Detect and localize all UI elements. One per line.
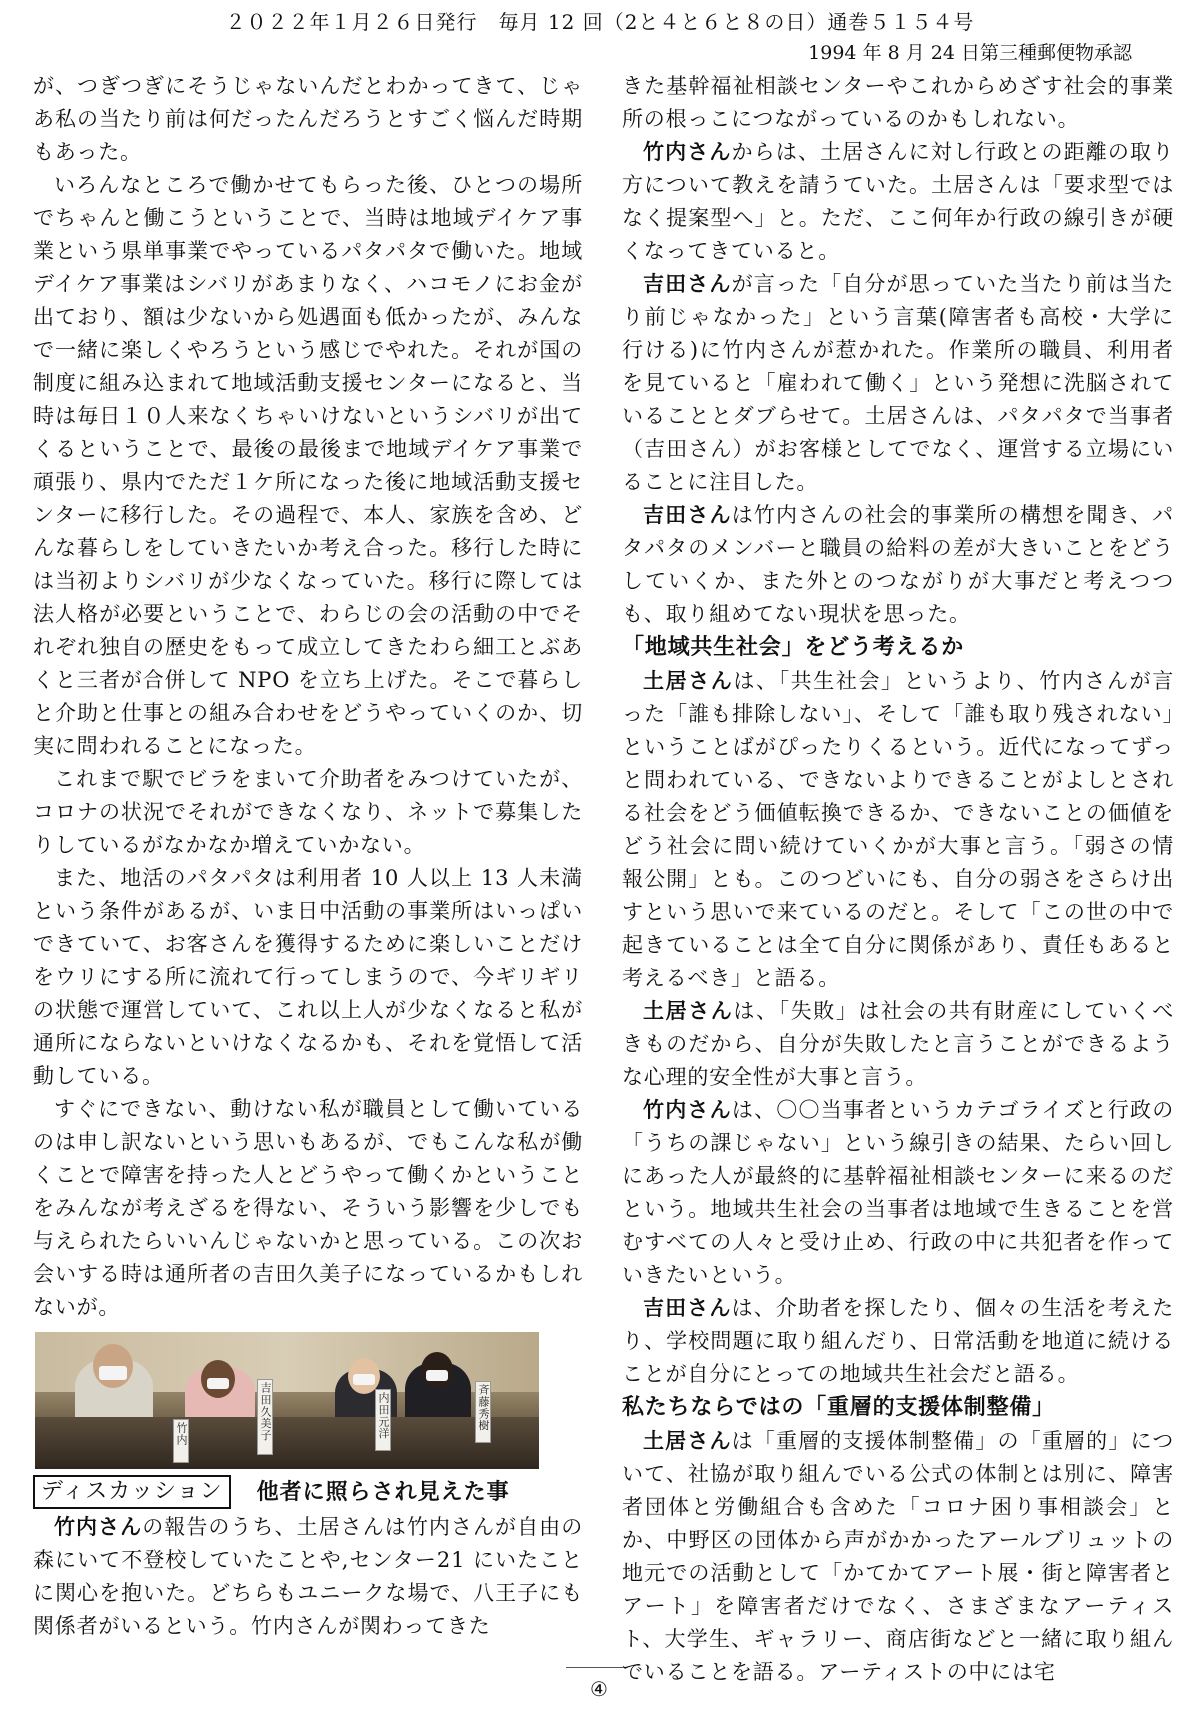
paragraph bbox=[622, 499, 1174, 631]
paragraph bbox=[33, 1511, 583, 1643]
paragraph: いろんなところで働かせてもらった後、ひとつの場所でちゃんと働こうということで、当時は地域デイケア事業という県単事業でやっているパタパタで働いた。地域デイケア事業はシバリがあまりなく、ハコモノにお金が出ており、額は少ないから処遇面も低かったが、みんなで一緒に楽しくやろうという感じでやれた。それが国の制度に組み込まれて地域活動支援センターになると、当時は毎日１０人来なくちゃいけないというシバリが出てくるということで、最後の最後まで地域デイケア事業で頑張り、県内でただ１ケ所になった後に地域活動支援センターに移行した。その過程で、本人、家族を含め、どんな暮らしをしていきたいか考え合った。移行した時には当初よりシバリが少なくなっていた。移行に際しては法人格が必要ということで、わらじの会の活動の中でそれぞれ独自の歴史をもって成立してきたわら細工とぶあくと三者が合併して NPO を立ち上げた。そこで暮らしと介助と仕事との組み合わせをどうやっていくのか、切実に問われることになった。 bbox=[33, 173, 583, 758]
photo-mask bbox=[207, 1378, 229, 1389]
paragraph bbox=[622, 1292, 1174, 1391]
speaker-name: 土居さん bbox=[643, 999, 734, 1023]
left-column bbox=[33, 70, 583, 1643]
issue-header: ２０２２年１月２６日発行 毎月 12 回（2と４と６と８の日）通巻５１５４号 bbox=[225, 10, 975, 34]
paragraph-text: は、「共生社会」というより、竹内さんが言った「誰も排除しない」、そして「誰も取り残されない」ということばがぴったりくるという。近代になってずっと問われている、できないよりできることがよしとされる社会をどう価値転換できるか、できないことの価値をどう社会に問い続けていくかが大事と言う。「弱さの情報公開」とも。このつどいにも、自分の弱さをさらけ出すという思いで来ているのだと。そして「この世の中で起きていることは全て自分に関係があり、責任もあると考えるべき」と語る。 bbox=[622, 669, 1175, 990]
speaker-name: 吉田さん bbox=[643, 272, 732, 296]
speaker-name: 吉田さん bbox=[643, 1296, 732, 1320]
paragraph: が、つぎつぎにそうじゃないんだとわかってきて、じゃあ私の当たり前は何だったんだろうとすごく悩んだ時期もあった。 bbox=[33, 74, 583, 164]
section-heading: 「地域共生社会」をどう考えるか bbox=[622, 635, 965, 660]
paragraph bbox=[622, 1425, 1174, 1689]
paragraph-text: は、〇〇当事者というカテゴライズと行政の「うちの課じゃない」という線引きの結果、たらい回しにあった人が最終的に基幹福祉相談センターに来るのだという。地域共生社会の当事者は地域で生きることを営むすべての人々と受け止め、行政の中に共犯者を作っていきたいという。 bbox=[622, 1098, 1174, 1287]
paragraph bbox=[622, 268, 1174, 499]
name-plate: 内田元洋 bbox=[375, 1389, 391, 1451]
section-heading: 私たちならではの「重層的支援体制整備」 bbox=[622, 1395, 1055, 1420]
postal-approval: 1994 年 8 月 24 日第三種郵便物承認 bbox=[808, 42, 1132, 64]
name-plate: 吉田久美子 bbox=[257, 1379, 273, 1455]
discussion-title bbox=[33, 1475, 583, 1509]
paragraph: これまで駅でビラをまいて介助者をみつけていたが、コロナの状況でそれができなくなり、ネットで募集したりしているがなかなか増えていかない。 bbox=[33, 767, 583, 857]
paragraph bbox=[622, 665, 1174, 995]
paragraph bbox=[622, 136, 1174, 268]
paragraph-text: は、「失敗」は社会の共有財産にしていくべきものだから、自分が失敗したと言うことができるような心理的安全性が大事と言う。 bbox=[622, 999, 1175, 1089]
speaker-name: 土居さん bbox=[643, 1429, 732, 1453]
discussion-box-label: ディスカッション bbox=[33, 1475, 231, 1509]
discussion-heading: 他者に照らされ見えた事 bbox=[256, 1479, 510, 1505]
paragraph: すぐにできない、動けない私が職員として働いているのは申し訳ないという思いもあるが、でもこんな私が働くことで障害を持った人とどうやって働くかということをみんなが考えざるを得ない、そういう影響を少しでも与えられたらいいんじゃないかと思っている。この次お会いする時は通所者の吉田久美子になっているかもしれないが。 bbox=[33, 1097, 583, 1319]
photo-mask bbox=[353, 1374, 375, 1385]
paragraph-text: が言った「自分が思っていた当たり前は当たり前じゃなかった」という言葉(障害者も高校・大学に行ける)に竹内さんが惹かれた。作業所の職員、利用者を見ていると「雇われて働く」という発想に洗脳されていることとダブらせて。土居さんは、パタパタで当事者（吉田さん）がお客様としてでなく、運営する立場にいることに注目した。 bbox=[622, 272, 1175, 494]
paragraph bbox=[622, 995, 1174, 1094]
page-number-rule bbox=[566, 1667, 624, 1668]
speaker-name: 土居さん bbox=[643, 669, 734, 693]
paragraph: きた基幹福祉相談センターやこれからめざす社会的事業所の根っこにつながっているのかもしれない。 bbox=[622, 74, 1174, 131]
speaker-name: 竹内さん bbox=[643, 140, 732, 164]
paragraph-text: からは、土居さんに対し行政との距離の取り方について教えを請うていた。土居さんは「要求型ではなく提案型へ」と。ただ、ここ何年か行政の線引きが硬くなってきていると。 bbox=[622, 140, 1175, 263]
right-column bbox=[622, 70, 1174, 1689]
photo-mask bbox=[99, 1366, 127, 1380]
paragraph bbox=[622, 1094, 1174, 1292]
name-plate: 竹内 bbox=[173, 1419, 189, 1463]
page-number: ④ bbox=[590, 1677, 608, 1701]
paragraph-text: は「重層的支援体制整備」の「重層的」について、社協が取り組んでいる公式の体制とは別に、障害者団体と労働組合も含めた「コロナ困り事相談会」とか、中野区の団体から声がかかったアールブリュットの地元での活動として「かてかてアート展・街と障害者とアート」を障害者だけでなく、さまざまなアーティスト、大学生、ギャラリー、商店街などと一緒に取り組んでいることを語る。アーティストの中には宅 bbox=[622, 1429, 1175, 1684]
photo-mask bbox=[426, 1370, 448, 1381]
paragraph-text: は竹内さんの社会的事業所の構想を聞き、パタパタのメンバーと職員の給料の差が大きいことをどうしていくか、また外とのつながりが大事だと考えつつも、取り組めてない現状を思った。 bbox=[622, 503, 1174, 626]
photo-table bbox=[35, 1417, 539, 1469]
discussion-photo bbox=[35, 1332, 539, 1469]
speaker-name: 竹内さん bbox=[643, 1098, 732, 1122]
paragraph-text: は、介助者を探したり、個々の生活を考えたり、学校問題に取り組んだり、日常活動を地道に続けることが自分にとっての地域共生社会だと語る。 bbox=[622, 1296, 1175, 1386]
speaker-name: 竹内さん bbox=[54, 1515, 143, 1539]
paragraph: また、地活のパタパタは利用者 10 人以上 13 人未満という条件があるが、いま日中活動の事業所はいっぱいできていて、お客さんを獲得するために楽しいことだけをウリにする所に流れて行ってしまうので、今ギリギリの状態で運営していて、これ以上人が少なくなると私が通所にならないといけなくなるかも、それを覚悟して活動している。 bbox=[33, 866, 583, 1088]
speaker-name: 吉田さん bbox=[643, 503, 732, 527]
paragraph-text: の報告のうち、土居さんは竹内さんが自由の森にいて不登校していたことや,センター21 にいたことに関心を抱いた。どちらもユニークな場で、八王子にも関係者がいるという。竹内さんが関わってきた bbox=[33, 1515, 584, 1638]
name-plate: 斉藤秀樹 bbox=[475, 1381, 491, 1443]
